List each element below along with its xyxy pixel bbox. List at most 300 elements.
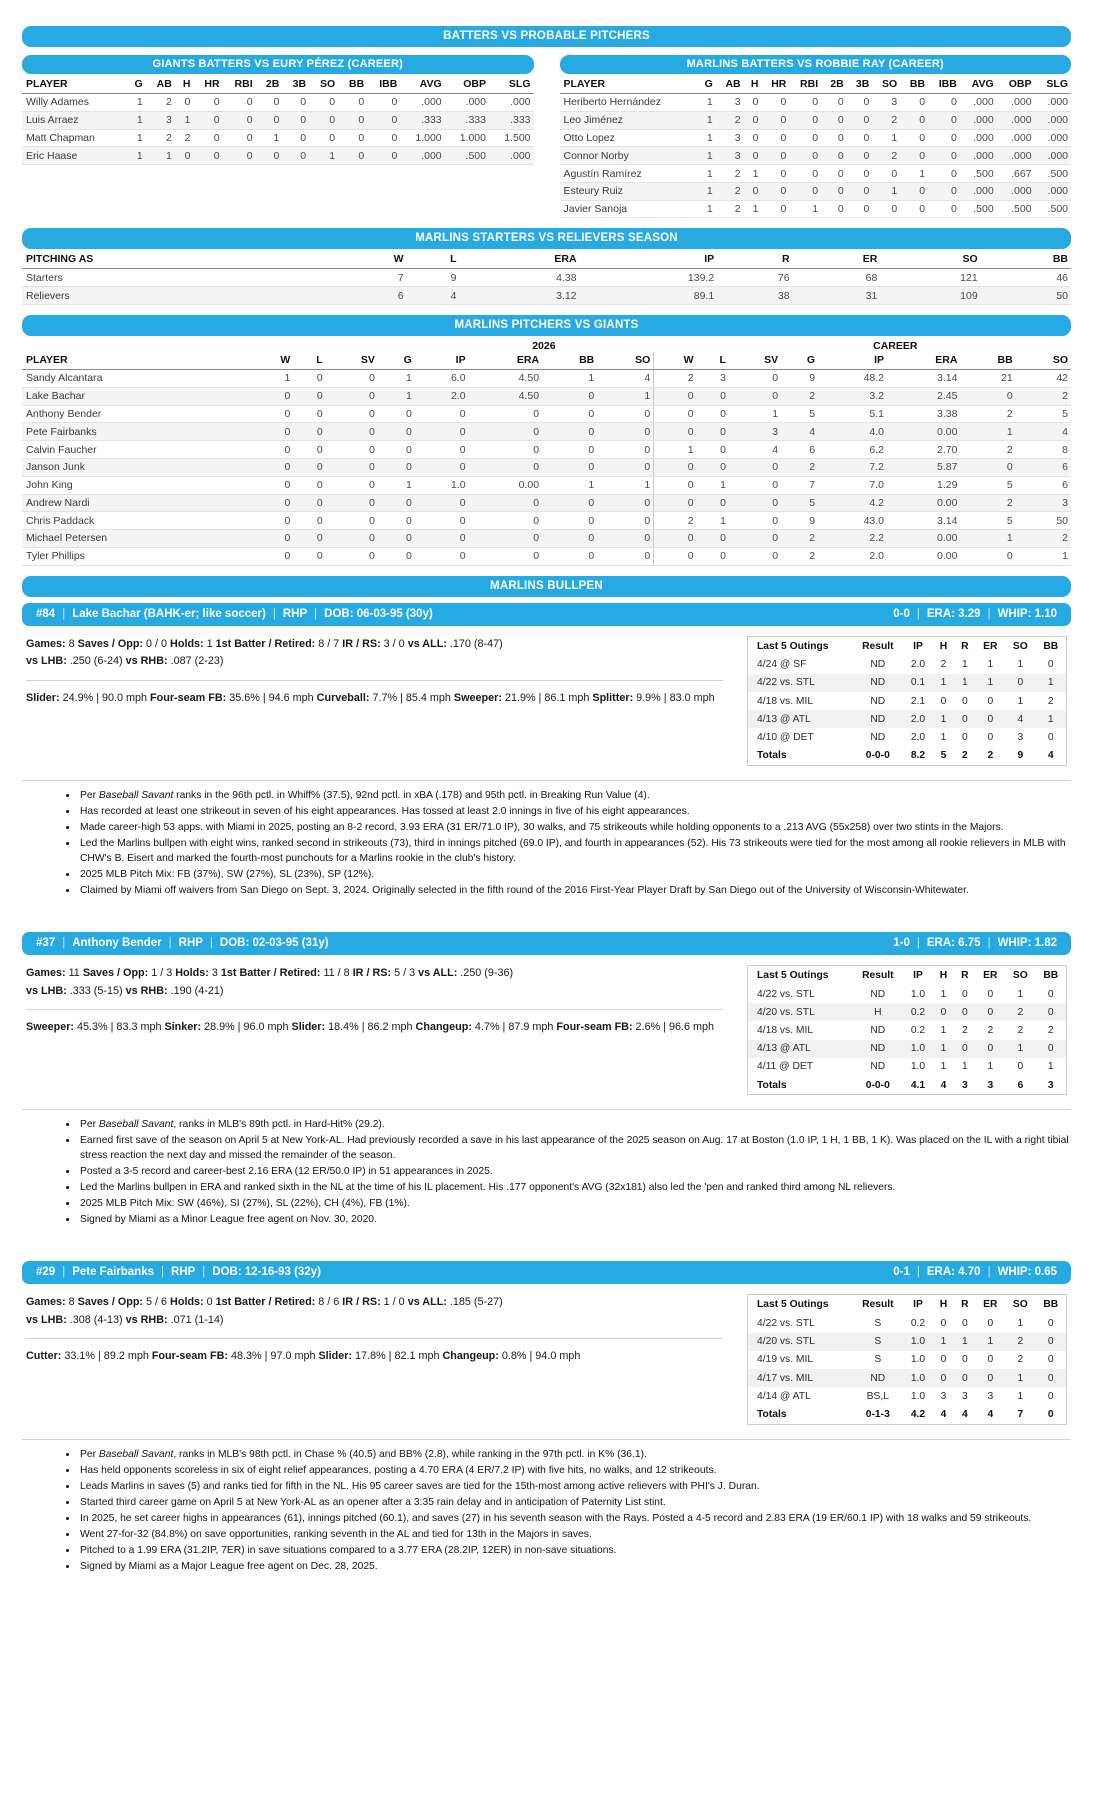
player-note: • Started third career game on April 5 at New York-AL as an opener after a 3:35 rain delay and in anticipation of Paternity List stint. <box>78 1496 1071 1511</box>
outing-cell: 9 <box>1017 750 1024 762</box>
outing-date: 4/24 @ SF <box>757 659 807 671</box>
column-header-l: L <box>407 251 460 269</box>
column-header-w: W <box>339 251 407 269</box>
table-cell: 3 <box>716 147 744 165</box>
table-cell: 1 <box>1016 547 1071 565</box>
table-cell: 0 <box>293 405 325 423</box>
player-note: • Earned first save of the season on April 5 at New York-AL. Had previously recorded a save in his last appearance of the 2025 season on Aug. 17 at Boston (1.0 IP, 1 H, 1 BB, 1 K). Was placed on the IL with a right tibial stress reaction the next day and missed the remainder of the season. <box>78 1134 1071 1163</box>
player-name[interactable]: Lake Bachar (BAHK-er; like soccer) <box>72 607 266 620</box>
outing-cell: 1 <box>1017 659 1024 671</box>
table-row <box>22 94 534 112</box>
table-cell: 0 <box>469 494 542 512</box>
table-cell: 0 <box>729 370 781 388</box>
table-cell: 0.00 <box>887 547 960 565</box>
player-card-body <box>22 626 1071 766</box>
stat-value: 5 / 6 <box>143 1296 171 1309</box>
column-header-w: W <box>654 352 697 370</box>
last-5-outings-box <box>747 965 1067 1095</box>
table-cell: 0 <box>293 423 325 441</box>
table-cell: 1 <box>960 423 1015 441</box>
stat-label: Games: <box>26 967 66 980</box>
table-cell: 1 <box>744 165 762 183</box>
table-cell: 43.0 <box>818 512 887 530</box>
table-cell: 1 <box>126 94 145 112</box>
table-cell: 2 <box>1016 530 1071 548</box>
marlins-batters-title: MARLINS BATTERS VS ROBBIE RAY (CAREER) <box>560 55 1072 74</box>
column-header-ip: IP <box>580 251 718 269</box>
table-row <box>22 530 1071 548</box>
column-header-3b: 3B <box>282 76 309 94</box>
table-cell: 1 <box>597 476 654 494</box>
table-cell: 0 <box>293 458 325 476</box>
table-cell: 0 <box>469 458 542 476</box>
table-cell: 1 <box>872 182 900 200</box>
outing-date: Totals <box>757 750 787 762</box>
outing-cell: 3 <box>961 1390 968 1402</box>
stat-value: .333 (5-15) <box>66 984 126 997</box>
row-label: Agustín Ramírez <box>560 165 698 183</box>
table-cell: 1 <box>697 200 716 218</box>
outings-col-so: SO <box>1012 970 1028 982</box>
table-cell: 0 <box>252 387 294 405</box>
giants-batters-title: GIANTS BATTERS VS EURY PÉREZ (CAREER) <box>22 55 534 74</box>
table-cell: 0 <box>469 405 542 423</box>
table-cell: 0 <box>326 405 378 423</box>
outing-cell: 3 <box>1047 1079 1054 1091</box>
stat-label: Games: <box>26 637 66 650</box>
table-cell: 0 <box>415 458 469 476</box>
outings-col-er: ER <box>983 1299 998 1311</box>
stat-value: .308 (4-13) <box>66 1313 126 1326</box>
table-row <box>22 269 1071 287</box>
table-cell: 0 <box>900 200 928 218</box>
outing-cell: 0 <box>1047 988 1054 1000</box>
row-label: Andrew Nardi <box>22 494 252 512</box>
divider: | <box>62 1266 66 1279</box>
table-cell: 0 <box>542 405 597 423</box>
outing-cell: 1 <box>987 1061 994 1073</box>
outing-cell: 0-0-0 <box>865 750 890 762</box>
table-cell: 0.00 <box>469 476 542 494</box>
table-cell: 31 <box>793 287 881 305</box>
outing-cell: 2 <box>1005 1003 1035 1021</box>
table-cell: .667 <box>997 165 1035 183</box>
last-5-outings-table <box>748 966 1066 1094</box>
outing-cell: ND <box>852 674 903 692</box>
table-cell: .000 <box>997 94 1035 112</box>
outing-cell: 0 <box>987 695 994 707</box>
outings-col-last-5-outings: Last 5 Outings <box>757 640 829 652</box>
player-throws: RHP <box>171 1266 196 1279</box>
table-cell: 0 <box>338 111 367 129</box>
table-cell: 1 <box>697 182 716 200</box>
table-cell: 3.38 <box>887 405 960 423</box>
table-row <box>22 147 534 165</box>
table-cell: 0 <box>928 165 960 183</box>
table-cell: 0 <box>847 147 873 165</box>
outing-cell: 0 <box>961 1318 968 1329</box>
table-cell: 1 <box>378 387 415 405</box>
table-header-row <box>560 76 1072 94</box>
table-cell: 3 <box>716 94 744 112</box>
table-cell: 6 <box>1016 458 1071 476</box>
outing-row <box>748 1333 1066 1351</box>
table-cell: 21 <box>960 370 1015 388</box>
player-note: • Pitched to a 1.99 ERA (31.2IP, 7ER) in save situations compared to a 3.77 ERA (28.2IP, 12ER) in non-save situations. <box>78 1544 1071 1559</box>
table-row <box>22 458 1071 476</box>
column-header-bb: BB <box>338 76 367 94</box>
table-cell: 1 <box>252 370 294 388</box>
table-cell: 1 <box>744 200 762 218</box>
player-note: • Made career-high 53 apps. with Miami in 2025, posting an 8-2 record, 3.93 ERA (31 ER/71.0 IP), 30 walks, and 75 strikeouts while holding opponents to a .213 AVG (55x258) over two stints in the Majors. <box>78 821 1071 836</box>
table-cell: 0 <box>729 458 781 476</box>
table-cell: 0 <box>309 129 338 147</box>
table-cell: 0 <box>821 165 847 183</box>
outing-cell: 0 <box>1047 1390 1054 1402</box>
table-cell: 0 <box>326 458 378 476</box>
stat-value: 8 <box>65 1296 78 1309</box>
outing-cell: 2 <box>1017 1024 1024 1036</box>
outings-col-bb: BB <box>1043 1299 1059 1311</box>
table-cell: .000 <box>997 111 1035 129</box>
player-era: ERA: 3.29 <box>926 607 981 620</box>
divider: | <box>62 937 66 950</box>
table-row <box>22 512 1071 530</box>
table-cell: 2 <box>654 512 697 530</box>
player-card-body <box>22 1284 1071 1424</box>
outing-cell: 0 <box>1036 1040 1066 1058</box>
outing-cell: 0 <box>940 695 947 707</box>
stat-value: 28.9% | 96.0 mph <box>201 1020 292 1033</box>
table-cell: 0 <box>744 182 762 200</box>
outing-cell: 0 <box>987 1354 994 1366</box>
stat-label: Slider: <box>291 1020 326 1033</box>
column-header-hr: HR <box>762 76 790 94</box>
table-cell: 2 <box>960 494 1015 512</box>
outing-cell: 1 <box>933 674 954 692</box>
table-cell: 121 <box>880 269 980 287</box>
row-label: Eric Haase <box>22 147 126 165</box>
table-cell: 48.2 <box>818 370 887 388</box>
table-cell: 2 <box>716 200 744 218</box>
table-cell: 0 <box>697 405 729 423</box>
table-cell: 0 <box>415 423 469 441</box>
table-cell: 0 <box>223 94 256 112</box>
outing-cell: 0 <box>975 1369 1005 1387</box>
outing-cell: 0 <box>987 731 994 743</box>
table-cell: .333 <box>489 111 534 129</box>
stat-label: Changeup: <box>442 1350 499 1363</box>
table-cell: 0 <box>293 512 325 530</box>
table-cell: 6 <box>339 287 407 305</box>
table-cell: 1.000 <box>445 129 489 147</box>
outing-cell: 0 <box>954 710 975 728</box>
table-cell: 0 <box>282 129 309 147</box>
group-label-career: CAREER <box>873 340 918 353</box>
stat-label: Sweeper: <box>453 691 502 704</box>
table-cell: 2.0 <box>818 547 887 565</box>
table-cell: 0 <box>654 387 697 405</box>
player-whip: WHIP: 0.65 <box>997 1266 1057 1279</box>
outing-cell: 0 <box>1036 1333 1066 1351</box>
stat-value: 11 / 8 <box>320 967 353 980</box>
player-identity <box>36 1266 321 1278</box>
outing-cell: 1.0 <box>910 1390 926 1402</box>
outings-col-last-5-outings: Last 5 Outings <box>757 970 829 982</box>
table-cell: 89.1 <box>580 287 718 305</box>
player-name[interactable]: Anthony Bender <box>72 937 162 950</box>
player-record: 0-0 <box>893 607 910 620</box>
table-cell: 42 <box>1016 370 1071 388</box>
player-identity <box>36 608 433 620</box>
stat-label: IR / RS: <box>342 637 381 650</box>
stat-label: vs RHB: <box>125 984 168 997</box>
stat-label: Four-seam FB: <box>151 1350 229 1363</box>
table-cell: .500 <box>1035 200 1071 218</box>
row-label: Chris Paddack <box>22 512 252 530</box>
table-cell: 0 <box>252 458 294 476</box>
outings-col-ip: IP <box>913 970 923 982</box>
table-cell: 1.29 <box>887 476 960 494</box>
outing-cell: 1 <box>940 988 947 1000</box>
table-cell: .000 <box>960 147 997 165</box>
table-cell: .000 <box>400 94 444 112</box>
table-row <box>560 111 1072 129</box>
table-cell: 1 <box>697 165 716 183</box>
table-cell: 0 <box>252 494 294 512</box>
table-cell: 0 <box>175 94 194 112</box>
outing-row <box>748 1387 1066 1405</box>
table-cell: 1 <box>126 111 145 129</box>
table-header-row <box>748 966 1066 985</box>
outing-date: Totals <box>757 1408 787 1420</box>
table-cell: 0 <box>762 147 790 165</box>
table-cell: 0 <box>928 94 960 112</box>
table-cell: .000 <box>1035 182 1071 200</box>
stat-label: Saves / Opp: <box>77 1296 144 1309</box>
outing-cell: 0.2 <box>910 1024 926 1036</box>
stat-value: .250 (9-36) <box>457 967 514 980</box>
table-cell: 6.0 <box>415 370 469 388</box>
table-cell: 1 <box>378 370 415 388</box>
table-cell: 0 <box>729 476 781 494</box>
player-card <box>22 603 1071 926</box>
stat-label: 1st Batter / Retired: <box>215 637 316 650</box>
table-cell: 0 <box>744 129 762 147</box>
table-cell: 2 <box>146 94 175 112</box>
table-cell: 2 <box>960 441 1015 459</box>
stat-label: Holds: <box>170 637 204 650</box>
outing-cell: 4 <box>940 1408 947 1420</box>
outings-col-r: R <box>961 1299 969 1311</box>
player-name[interactable]: Pete Fairbanks <box>72 1266 155 1279</box>
stat-label: Saves / Opp: <box>77 637 144 650</box>
player-record: 0-1 <box>893 1266 910 1279</box>
table-cell: 0 <box>193 111 222 129</box>
table-cell: 2 <box>1016 387 1071 405</box>
outing-cell: 0 <box>1047 731 1054 743</box>
table-cell: 5.87 <box>887 458 960 476</box>
table-cell: 0 <box>821 94 847 112</box>
outing-cell: 3 <box>940 1390 947 1402</box>
outing-cell: S <box>852 1333 903 1351</box>
outing-cell: 0 <box>1047 1354 1054 1366</box>
player-card <box>22 1261 1071 1602</box>
table-cell: 0 <box>697 441 729 459</box>
table-cell: 0 <box>789 182 821 200</box>
table-cell: 1.0 <box>415 476 469 494</box>
outings-col-last-5-outings: Last 5 Outings <box>757 1299 829 1311</box>
outings-col-so: SO <box>1012 640 1028 652</box>
column-header-l: L <box>697 352 729 370</box>
table-cell: 7 <box>781 476 818 494</box>
stat-label: Splitter: <box>592 691 634 704</box>
pitchers-vs-giants-table <box>22 352 1071 566</box>
outing-cell: S <box>874 1318 882 1329</box>
table-cell: 2 <box>781 458 818 476</box>
table-cell: 0 <box>960 547 1015 565</box>
table-cell: .500 <box>445 147 489 165</box>
table-cell: 0 <box>326 370 378 388</box>
outing-date: Totals <box>757 1079 787 1091</box>
outings-totals-row <box>748 747 1066 765</box>
outing-cell: 0 <box>1005 674 1035 692</box>
last-5-outings-panel <box>747 1294 1067 1424</box>
player-season-line <box>893 1266 1057 1278</box>
last-5-outings-box <box>747 1294 1067 1424</box>
outing-cell: ND <box>870 731 886 743</box>
outings-col-so: SO <box>1012 1299 1028 1311</box>
row-label: Connor Norby <box>560 147 698 165</box>
table-cell: 4.2 <box>818 494 887 512</box>
table-cell: 0 <box>847 165 873 183</box>
table-cell: 2 <box>781 387 818 405</box>
row-label: Janson Junk <box>22 458 252 476</box>
player-note: • Has held opponents scoreless in six of eight relief appearances, posting a 4.70 ERA (4 ER/7.2 IP) with five hits, no walks, and 12 strikeouts. <box>78 1464 1071 1479</box>
table-cell: 0 <box>928 147 960 165</box>
table-cell: .500 <box>1035 165 1071 183</box>
table-cell: 7.0 <box>818 476 887 494</box>
divider: | <box>202 1266 206 1279</box>
table-cell: 0 <box>597 512 654 530</box>
table-cell: 4 <box>1016 423 1071 441</box>
player-note: • Per Baseball Savant, ranks in MLB's 89th pctl. in Hard-Hit% (29.2). <box>78 1118 1071 1133</box>
table-cell: 0 <box>744 147 762 165</box>
row-label: Starters <box>22 269 339 287</box>
outing-row <box>748 1351 1066 1369</box>
table-cell: 4 <box>407 287 460 305</box>
table-cell: 0 <box>326 494 378 512</box>
outing-cell: 0 <box>1047 1318 1054 1329</box>
outings-col-r: R <box>961 640 969 652</box>
outing-date: 4/22 vs. STL <box>757 1318 815 1329</box>
batters-vs-probable-pitchers <box>22 55 1071 218</box>
divider-line <box>26 1338 723 1339</box>
stat-label: Slider: <box>26 691 60 704</box>
player-card-header <box>22 1261 1071 1284</box>
outing-cell: 1.0 <box>910 1061 926 1073</box>
table-cell: 46 <box>981 269 1071 287</box>
table-cell: 6.2 <box>818 441 887 459</box>
table-cell: 0 <box>309 111 338 129</box>
row-label: Relievers <box>22 287 339 305</box>
table-row <box>560 165 1072 183</box>
table-cell: 0 <box>469 547 542 565</box>
table-row <box>22 287 1071 305</box>
outing-cell: 0 <box>1036 1369 1066 1387</box>
table-cell: 0 <box>697 423 729 441</box>
table-cell: .000 <box>1035 111 1071 129</box>
table-cell: 0.00 <box>887 494 960 512</box>
last-5-outings-panel <box>747 965 1067 1095</box>
player-season-line <box>893 608 1057 620</box>
table-cell: 0 <box>282 94 309 112</box>
player-note: • Went 27-for-32 (84.8%) on save opportunities, ranking seventh in the AL and tied for 13th in the Majors in saves. <box>78 1528 1071 1543</box>
table-cell: 0 <box>744 94 762 112</box>
column-header-bb: BB <box>900 76 928 94</box>
outing-cell: 5 <box>940 750 947 762</box>
table-cell: 0 <box>256 94 283 112</box>
table-cell: 0 <box>326 476 378 494</box>
player-throws: RHP <box>282 607 308 620</box>
table-cell: 2 <box>716 165 744 183</box>
column-header-r: R <box>717 251 792 269</box>
stat-label: Changeup: <box>415 1020 472 1033</box>
stat-value: 2.6% | 96.6 mph <box>632 1020 714 1033</box>
outing-date: 4/11 @ DET <box>757 1061 814 1073</box>
table-cell: 1 <box>378 476 415 494</box>
outing-cell: 0.1 <box>903 674 933 692</box>
marlins-batters-table-wrap <box>560 55 1072 218</box>
table-cell: 0 <box>252 476 294 494</box>
outing-cell: 0.2 <box>910 1318 926 1329</box>
player-note: • Per Baseball Savant ranks in the 96th pctl. in Whiff% (37.5), 92nd pctl. in xBA (.178) and 95th pctl. in Breaking Run Value (4). <box>78 789 1071 804</box>
table-cell: 0 <box>744 111 762 129</box>
table-cell: .000 <box>400 147 444 165</box>
splits-line-2 <box>26 1312 723 1329</box>
table-cell: 1 <box>175 111 194 129</box>
table-cell: 0 <box>597 547 654 565</box>
table-cell: 0 <box>729 530 781 548</box>
table-cell: 6 <box>781 441 818 459</box>
table-cell: 0 <box>872 165 900 183</box>
player-note: • Per Baseball Savant, ranks in MLB's 98th pctl. in Chase % (40.5) and BB% (2.8), while ranking in the 97th pctl. in K% (36.1). <box>78 1448 1071 1463</box>
table-cell: 68 <box>793 269 881 287</box>
stat-value: 1 / 3 <box>148 967 176 980</box>
table-cell: .000 <box>997 129 1035 147</box>
table-cell: 5 <box>781 405 818 423</box>
table-row <box>22 476 1071 494</box>
player-note: • Leads Marlins in saves (5) and ranks tied for fifth in the NL. His 95 career saves are tied for the 15th-most among active relievers with PHI's J. Duran. <box>78 1480 1071 1495</box>
table-cell: 0 <box>326 547 378 565</box>
table-cell: 3.12 <box>459 287 579 305</box>
table-cell: 5 <box>960 476 1015 494</box>
table-cell: 0 <box>293 370 325 388</box>
table-cell: 1 <box>697 512 729 530</box>
table-cell: 3.14 <box>887 512 960 530</box>
table-cell: 1 <box>900 165 928 183</box>
table-cell: 0 <box>762 200 790 218</box>
table-cell: 1 <box>697 476 729 494</box>
outing-cell: 1 <box>1017 1318 1024 1329</box>
table-cell: 5.1 <box>818 405 887 423</box>
table-cell: 0 <box>175 147 194 165</box>
outing-cell: 3 <box>987 1079 994 1091</box>
table-cell: .000 <box>489 94 534 112</box>
row-label: Pete Fairbanks <box>22 423 252 441</box>
last-5-outings-table <box>748 637 1066 765</box>
outing-cell: H <box>852 1003 903 1021</box>
